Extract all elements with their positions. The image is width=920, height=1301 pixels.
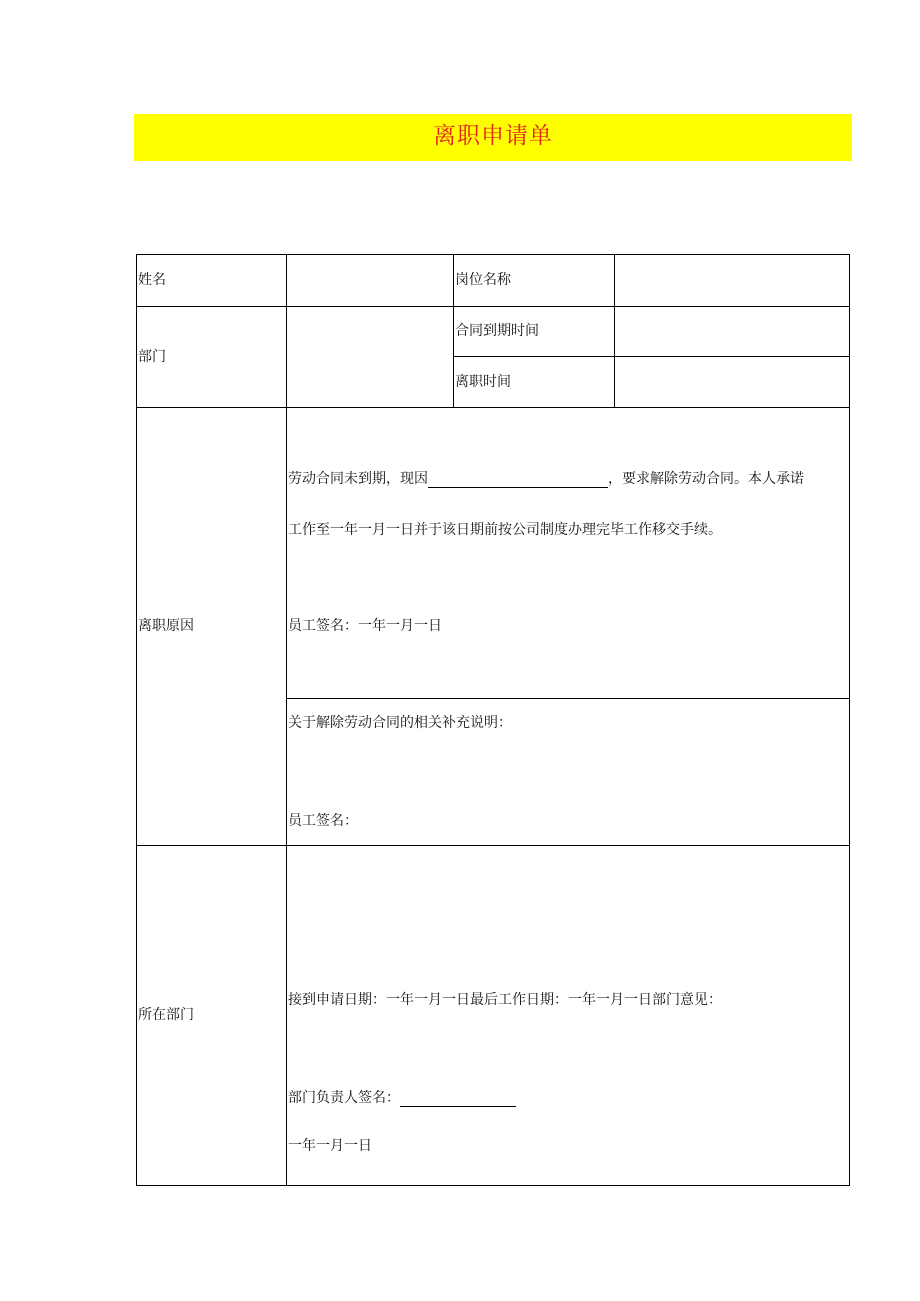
resignation-form xyxy=(136,254,850,1186)
form-title: 离职申请单 xyxy=(433,123,553,149)
label-department: 部门 xyxy=(137,307,287,408)
resign-date-field[interactable] xyxy=(615,357,850,408)
title-banner xyxy=(134,114,852,161)
reason-line2: 工作至一年一月一日并于该日期前按公司制度办理完毕工作移交手续。 xyxy=(288,522,722,538)
label-dept-section: 所在部门 xyxy=(137,846,287,1186)
label-resign-date: 离职时间 xyxy=(454,357,615,408)
label-name: 姓名 xyxy=(137,255,287,307)
reason-line1: 劳动合同未到期，现因 ，要求解除劳动合同。本人承诺 xyxy=(288,471,804,487)
row-dept xyxy=(137,846,850,1186)
reason-cell xyxy=(287,408,850,699)
contract-expiry-field[interactable] xyxy=(615,307,850,357)
supplement-signature: 员工签名： xyxy=(288,813,358,829)
dept-sign-blank[interactable] xyxy=(400,1092,516,1107)
reason-signature: 员工签名：一年一月一日 xyxy=(288,618,442,634)
dept-sign-line: 部门负责人签名： xyxy=(288,1090,516,1107)
row-reason xyxy=(137,408,850,699)
row-name xyxy=(137,255,850,307)
label-position: 岗位名称 xyxy=(454,255,615,307)
dept-date: 一年一月一日 xyxy=(288,1138,372,1154)
supplement-cell xyxy=(287,699,850,846)
label-contract-expiry: 合同到期时间 xyxy=(454,307,615,357)
dept-cell xyxy=(287,846,850,1186)
label-reason: 离职原因 xyxy=(137,408,287,846)
position-field[interactable] xyxy=(615,255,850,307)
supplement-label: 关于解除劳动合同的相关补充说明： xyxy=(288,715,512,731)
name-field[interactable] xyxy=(287,255,454,307)
dept-dates-line: 接到申请日期：一年一月一日最后工作日期：一年一月一日部门意见： xyxy=(288,992,722,1008)
reason-blank[interactable] xyxy=(428,473,608,488)
department-field[interactable] xyxy=(287,307,454,408)
row-department xyxy=(137,307,850,357)
